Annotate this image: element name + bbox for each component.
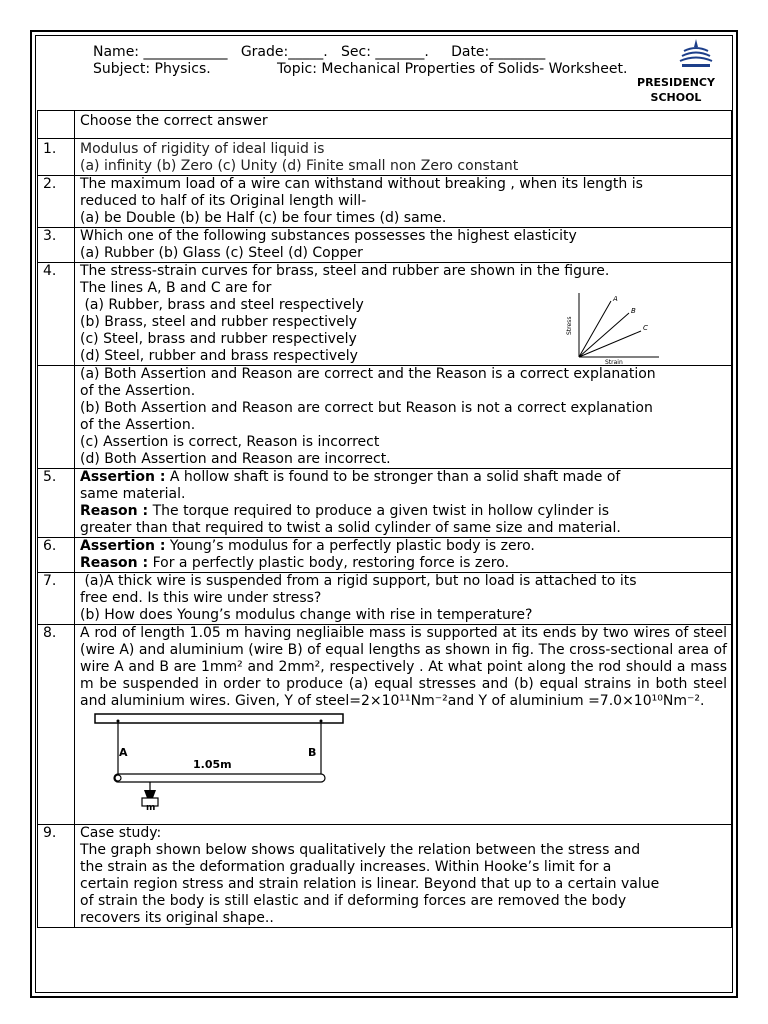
mass-hook xyxy=(144,790,156,798)
option-a: (a) Both Assertion and Reason are correct and the Reason is a correct explanation xyxy=(80,366,656,382)
option-d: (d) Steel, rubber and brass respectively xyxy=(80,348,358,364)
question-options: (a) Rubber (b) Glass (c) Steel (d) Copper xyxy=(80,245,363,261)
instructions: Choose the correct answer xyxy=(75,111,732,139)
question-text: (b) How does Young’s modulus change with rise in temperature? xyxy=(80,607,533,623)
student-info-line: Name: ____________ Grade:_____. Sec: _______. Date:________ xyxy=(93,44,546,60)
stress-strain-graph xyxy=(559,289,669,365)
graph-label-a: A xyxy=(613,295,618,303)
question-text: The stress-strain curves for brass, steel and rubber are shown in the figure. xyxy=(80,263,610,279)
case-study-text: certain region stress and strain relation is linear. Beyond that up to a certain value xyxy=(80,876,660,892)
case-study-text: The graph shown below shows qualitatively the relation between the stress and xyxy=(80,842,641,858)
worksheet-table xyxy=(37,110,732,928)
question-number: 1. xyxy=(38,139,75,176)
question-text: (a)A thick wire is suspended from a rigid support, but no load is attached to its xyxy=(80,573,637,589)
question-row-9 xyxy=(38,825,732,928)
option-c: (c) Assertion is correct, Reason is incorrect xyxy=(80,434,380,450)
reason-label: Reason : xyxy=(80,503,149,519)
question-options: (a) infinity (b) Zero (c) Unity (d) Finite small non Zero constant xyxy=(80,158,519,174)
question-row-5 xyxy=(38,469,732,538)
question-row-3 xyxy=(38,228,732,263)
question-number: 8. xyxy=(38,625,75,825)
assertion-label: Assertion : xyxy=(80,469,166,485)
assertion-text: Young’s modulus for a perfectly plastic body is zero. xyxy=(165,538,535,554)
question-text: reduced to half of its Original length will- xyxy=(80,193,367,209)
topic-label: Topic: Mechanical Properties of Solids- Worksheet. xyxy=(277,61,628,77)
option-a: (a) Rubber, brass and steel respectively xyxy=(80,297,364,313)
label-a: A xyxy=(119,746,128,759)
case-study-text: of strain the body is still elastic and if deforming forces are removed the body xyxy=(80,893,627,909)
rod xyxy=(114,774,325,782)
graph-label-c: C xyxy=(643,324,648,332)
option-b: (b) Both Assertion and Reason are correct but Reason is not a correct explanation xyxy=(80,400,653,416)
graph-line-b xyxy=(579,313,629,357)
assertion-label: Assertion : xyxy=(80,538,166,554)
subject-label: Subject: Physics. xyxy=(93,61,211,77)
question-text: The maximum load of a wire can withstand without breaking , when its length is xyxy=(80,176,643,192)
graph-label-b: B xyxy=(631,307,636,315)
case-study-label: Case study: xyxy=(80,825,162,841)
graph-line-a xyxy=(579,301,611,357)
question-options: (a) be Double (b) be Half (c) be four times (d) same. xyxy=(80,210,447,226)
option-c: (c) Steel, brass and rubber respectively xyxy=(80,331,357,347)
question-text: The lines A, B and C are for xyxy=(80,280,272,296)
question-row-2 xyxy=(38,176,732,228)
school-name xyxy=(620,75,732,105)
assertion-text: A hollow shaft is found to be stronger than a solid shaft made of xyxy=(165,469,621,485)
school-name-line-1: PRESIDENCY xyxy=(637,76,715,89)
question-row-1 xyxy=(38,139,732,176)
graph-x-label: Strain xyxy=(605,359,623,365)
table-row xyxy=(38,111,732,139)
reason xyxy=(80,555,727,572)
question-text: A rod of length 1.05 m having negliaible mass is supported at its ends by two wires of steel (wire A) and aluminium (wire B) of equal lengths as shown in fig. The cross-sectional area of wire A and B are 1mm² and 2mm², respectively . At what point along the rod should a mass m be suspended in order to produce (a) equal stresses and (b) equal strains in both steel and aluminium wires. Given, Y of steel=2×10¹¹Nm⁻²and Y of aluminium =7.0×10¹⁰Nm⁻². xyxy=(80,625,727,709)
assertion-reason-options-row xyxy=(38,366,732,469)
question-row-8 xyxy=(38,625,732,825)
question-row-6 xyxy=(38,538,732,573)
reason-text: The torque required to produce a given twist in hollow cylinder is xyxy=(148,503,609,519)
mass-label: m xyxy=(146,803,156,810)
assertion xyxy=(80,469,727,486)
question-text: Which one of the following substances possesses the highest elasticity xyxy=(80,228,577,244)
option-b: (b) Brass, steel and rubber respectively xyxy=(80,314,358,330)
question-number: 4. xyxy=(38,263,75,366)
reason-label: Reason : xyxy=(80,555,149,571)
case-study-text: recovers its original shape.. xyxy=(80,910,274,926)
rigid-support xyxy=(95,714,343,723)
label-b: B xyxy=(308,746,317,759)
option-a-cont: of the Assertion. xyxy=(80,383,196,399)
question-text: free end. Is this wire under stress? xyxy=(80,590,322,606)
reason-text: For a perfectly plastic body, restoring force is zero. xyxy=(148,555,510,571)
question-number: 3. xyxy=(38,228,75,263)
question-row-7 xyxy=(38,573,732,625)
question-number: 7. xyxy=(38,573,75,625)
option-b-cont: of the Assertion. xyxy=(80,417,196,433)
question-number: 2. xyxy=(38,176,75,228)
question-row-4 xyxy=(38,263,732,366)
case-study-text: the strain as the deformation gradually increases. Within Hooke’s limit for a xyxy=(80,859,612,875)
question-number: 6. xyxy=(38,538,75,573)
question-text: Modulus of rigidity of ideal liquid is xyxy=(80,141,325,157)
rod-wire-figure xyxy=(90,712,350,810)
question-number: 9. xyxy=(38,825,75,928)
reason xyxy=(80,503,727,520)
reason-text: greater than that required to twist a solid cylinder of same size and material. xyxy=(80,520,621,536)
school-name-line-2: SCHOOL xyxy=(650,91,702,104)
option-d: (d) Both Assertion and Reason are incorrect. xyxy=(80,451,391,467)
school-logo-icon xyxy=(676,37,716,71)
length-label: 1.05m xyxy=(193,758,232,771)
assertion-text: same material. xyxy=(80,486,186,502)
assertion xyxy=(80,538,727,555)
graph-line-c xyxy=(579,331,641,357)
graph-y-label: Stress xyxy=(566,316,573,335)
question-number: 5. xyxy=(38,469,75,538)
